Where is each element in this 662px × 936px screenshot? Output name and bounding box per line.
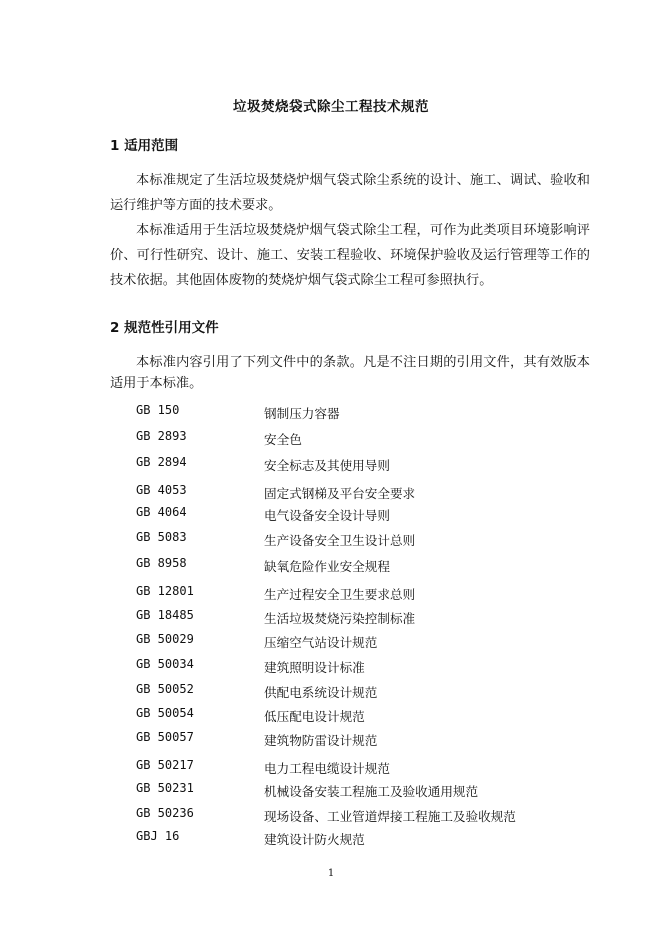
page-number: 1 (327, 868, 335, 879)
reference-code: GB 50236 (136, 806, 194, 820)
reference-code: GB 4064 (136, 505, 187, 519)
reference-code: GB 50052 (136, 682, 194, 696)
reference-code: GB 4053 (136, 483, 187, 497)
reference-item (136, 806, 596, 824)
reference-code: GB 150 (136, 403, 180, 417)
reference-item (136, 455, 596, 473)
reference-code: GB 8958 (136, 556, 187, 570)
reference-code: GB 2893 (136, 429, 187, 443)
reference-title: 安全色 (264, 432, 302, 447)
reference-title: 压缩空气站设计规范 (264, 635, 378, 650)
reference-title: 建筑设计防火规范 (264, 832, 365, 847)
reference-item (136, 758, 596, 776)
reference-code: GB 50231 (136, 781, 194, 795)
reference-item (136, 483, 596, 501)
reference-title: 安全标志及其使用导则 (264, 458, 390, 473)
reference-code: GB 50217 (136, 758, 194, 772)
section-heading-normative-references: 2 规范性引用文件 (110, 320, 219, 336)
document-title: 垃圾焚烧袋式除尘工程技术规范 (233, 99, 429, 115)
reference-code: GB 50029 (136, 632, 194, 646)
reference-title: 建筑物防雷设计规范 (264, 733, 378, 748)
reference-item (136, 530, 596, 548)
reference-item (136, 682, 596, 700)
reference-code: GB 50054 (136, 706, 194, 720)
reference-item (136, 730, 596, 748)
scope-paragraph-2: 本标准适用于生活垃圾焚烧炉烟气袋式除尘工程，可作为此类项目环境影响评价、可行性研究、设计、施工、安装工程验收、环境保护验收及运行管理等工作的技术依据。其他固体废物的焚烧炉烟气袋式除尘工程可参照执行。 (110, 223, 590, 288)
reference-title: 现场设备、工业管道焊接工程施工及验收规范 (264, 809, 516, 824)
reference-item (136, 505, 596, 523)
reference-code: GB 5083 (136, 530, 187, 544)
reference-title: 低压配电设计规范 (264, 709, 365, 724)
reference-title: 缺氧危险作业安全规程 (264, 559, 390, 574)
reference-title: 生产设备安全卫生设计总则 (264, 533, 416, 548)
scope-paragraph-1: 本标准规定了生活垃圾焚烧炉烟气袋式除尘系统的设计、施工、调试、验收和运行维护等方面的技术要求。 (110, 173, 590, 213)
reference-title: 生活垃圾焚烧污染控制标准 (264, 611, 416, 626)
reference-item (136, 403, 596, 421)
reference-title: 供配电系统设计规范 (264, 685, 378, 700)
reference-item (136, 657, 596, 675)
reference-title: 电气设备安全设计导则 (264, 508, 390, 523)
reference-code: GB 18485 (136, 608, 194, 622)
reference-item (136, 781, 596, 799)
reference-item (136, 584, 596, 602)
section-heading-scope: 1 适用范围 (110, 138, 179, 154)
reference-title: 钢制压力容器 (264, 406, 340, 421)
reference-code: GBJ 16 (136, 829, 180, 843)
reference-code: GB 12801 (136, 584, 194, 598)
reference-title: 机械设备安装工程施工及验收通用规范 (264, 784, 479, 799)
reference-code: GB 2894 (136, 455, 187, 469)
reference-code: GB 50057 (136, 730, 194, 744)
reference-title: 固定式钢梯及平台安全要求 (264, 486, 416, 501)
reference-item (136, 608, 596, 626)
reference-code: GB 50034 (136, 657, 194, 671)
reference-item (136, 556, 596, 574)
reference-item (136, 829, 596, 847)
reference-item (136, 429, 596, 447)
reference-title: 电力工程电缆设计规范 (264, 761, 390, 776)
reference-item (136, 706, 596, 724)
reference-title: 生产过程安全卫生要求总则 (264, 587, 416, 602)
references-intro-paragraph: 本标准内容引用了下列文件中的条款。凡是不注日期的引用文件，其有效版本适用于本标准。 (110, 355, 590, 391)
reference-title: 建筑照明设计标准 (264, 660, 365, 675)
reference-item (136, 632, 596, 650)
